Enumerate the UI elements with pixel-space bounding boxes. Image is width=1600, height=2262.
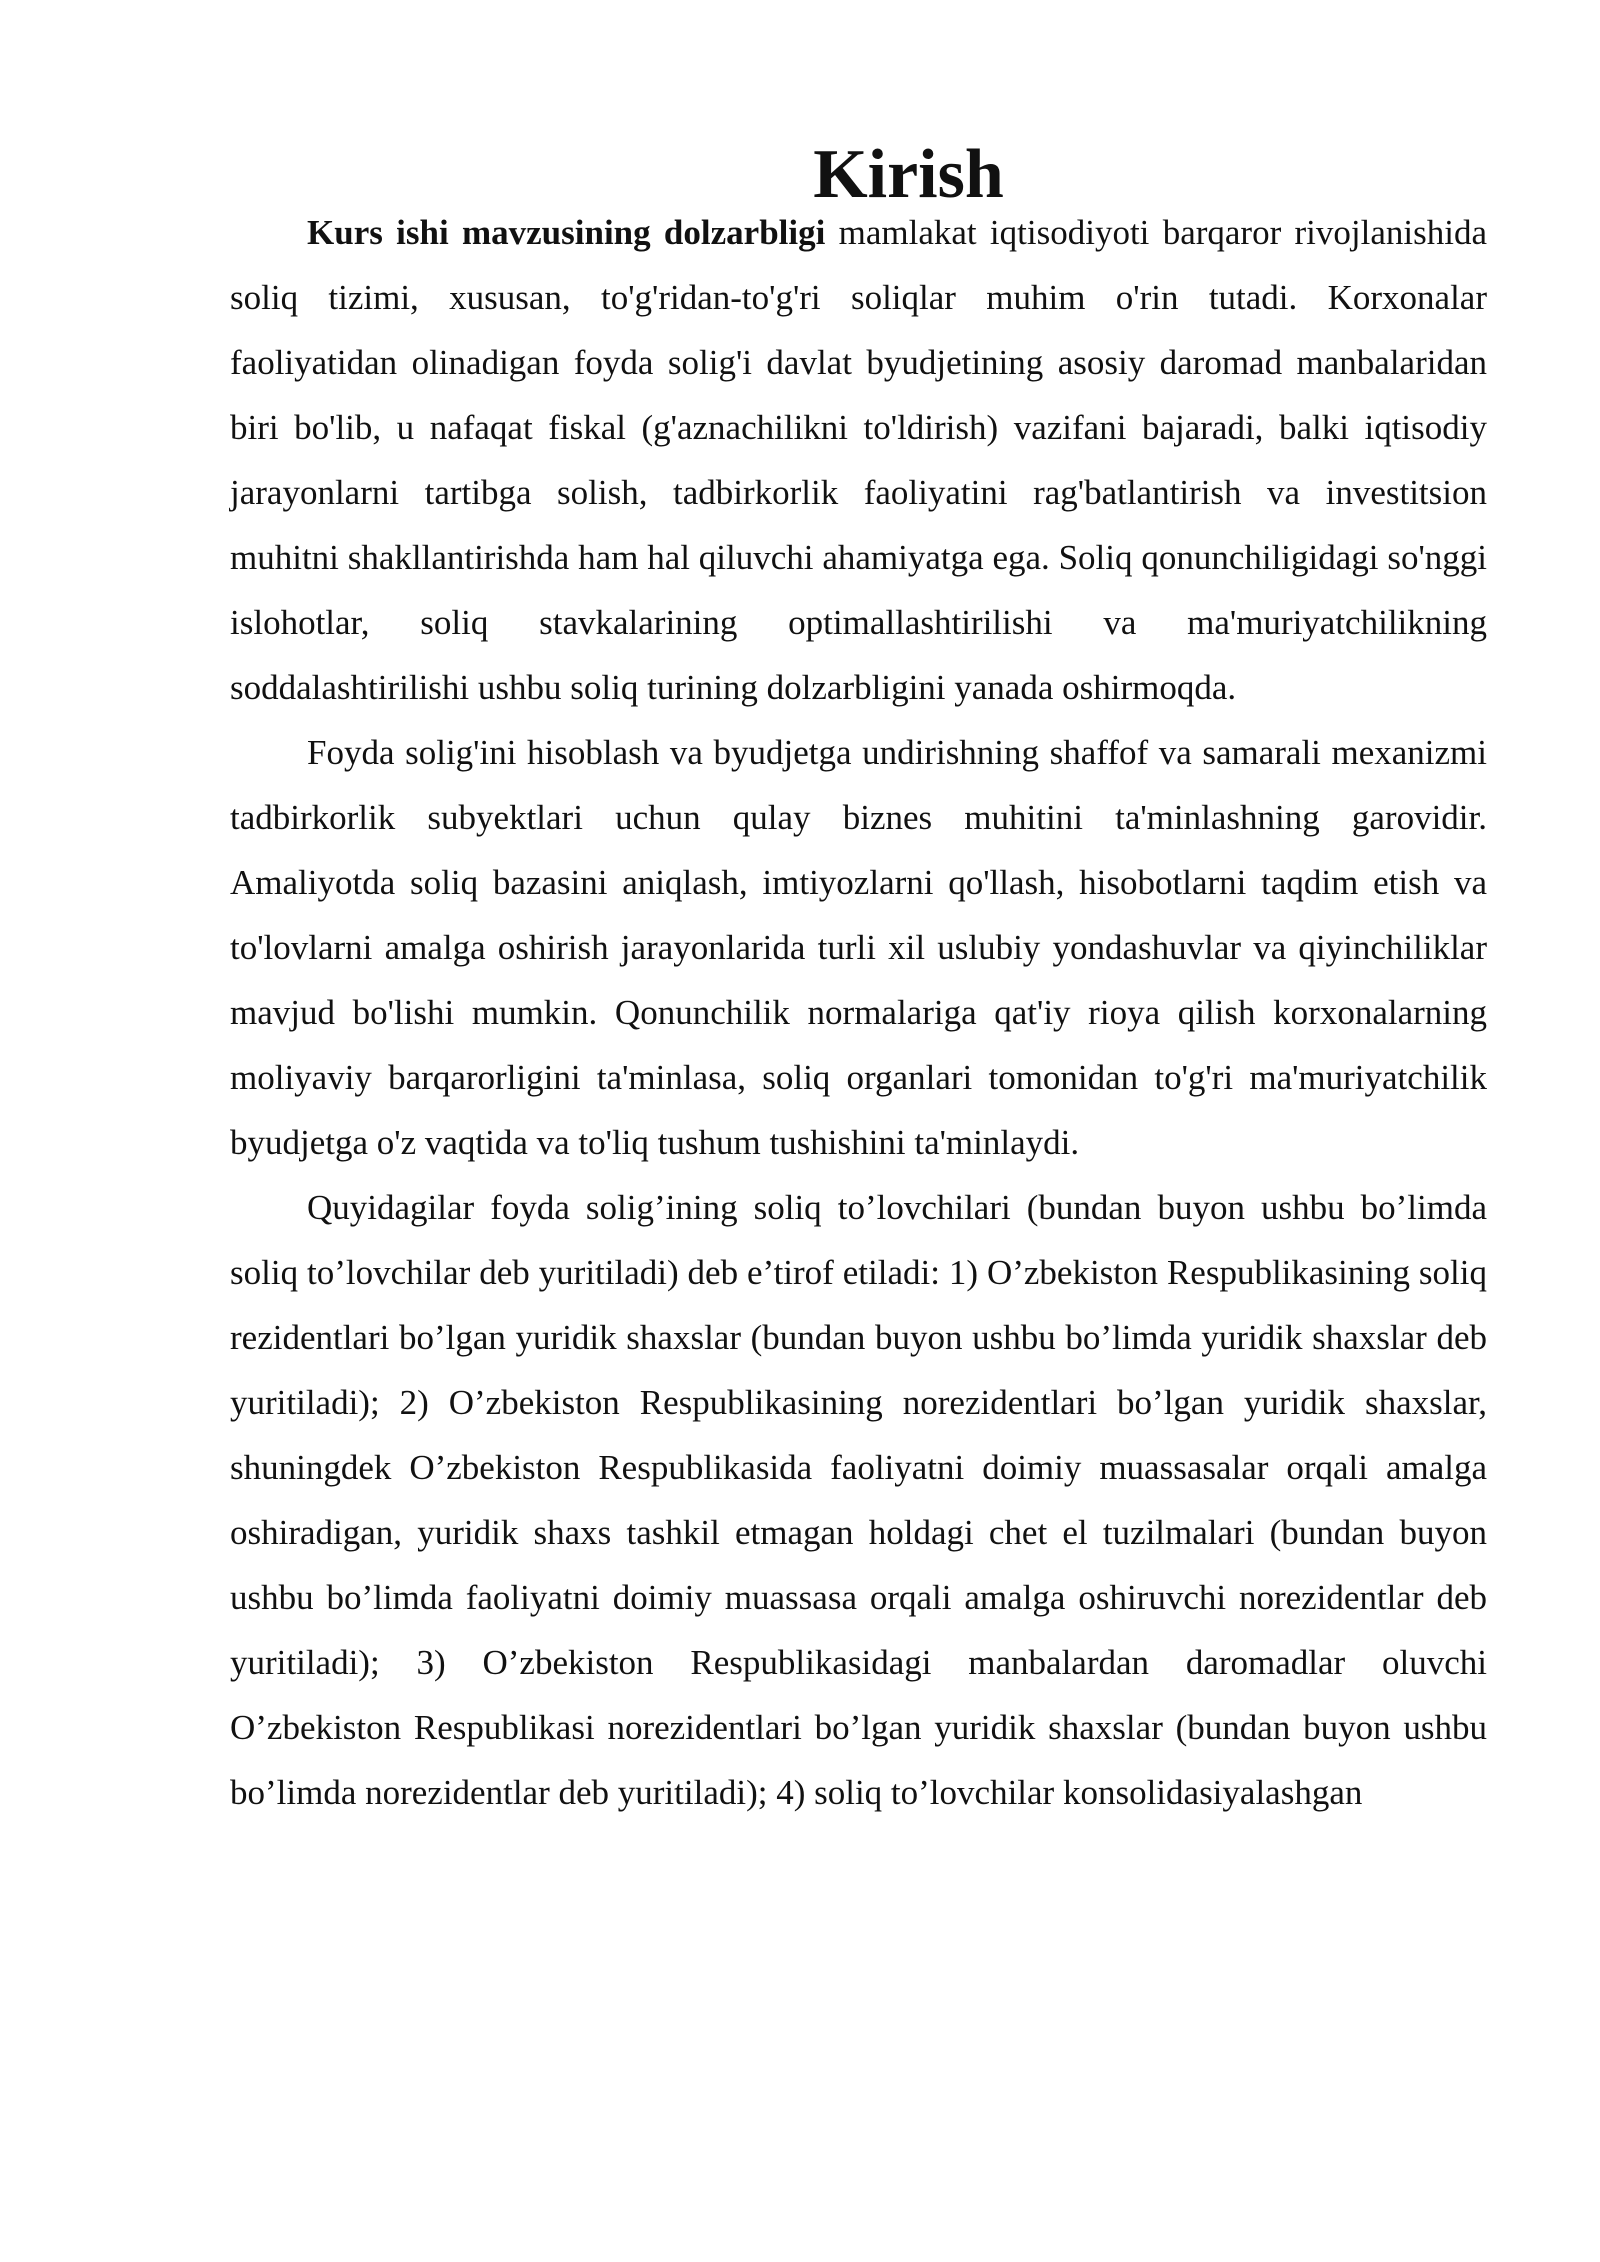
paragraph-text: Quyidagilar foyda solig’ining soliq to’lovchilari (bundan buyon ushbu bo’limda soliq to’lovchilar deb yuritiladi) deb e’tirof etiladi: 1) O’zbekiston Respublikasining soliq rezidentlari bo’lgan yuridik shaxslar (bundan buyon ushbu bo’limda yuridik shaxslar deb yuritiladi); 2) O’zbekiston Respublikasining norezidentlari bo’lgan yuridik shaxslar, shuningdek O’zbekiston Respublikasida faoliyatni doimiy muassasalar orqali amalga oshiradigan, yuridik shaxs tashkil etmagan holdagi chet el tuzilmalari (bundan buyon ushbu bo’limda faoliyatni doimiy muassasa orqali amalga oshiruvchi norezidentlar deb yuritiladi); 3) O’zbekiston Respublikasidagi manbalardan daromadlar oluvchi O’zbekiston Respublikasi norezidentlari bo’lgan yuridik shaxslar (bundan buyon ushbu bo’limda norezidentlar deb yuritiladi); 4) soliq to’lovchilar konsolidasiyalashgan: [230, 1188, 1487, 1812]
paragraph-2: [230, 720, 1487, 1175]
document-page: [230, 136, 1487, 1825]
paragraph-lead: Kurs ishi mavzusining dolzarbligi: [307, 213, 826, 252]
page-title: Kirish: [813, 136, 1004, 213]
paragraph-text: mamlakat iqtisodiyoti barqaror rivojlanishida soliq tizimi, xususan, to'g'ridan-to'g'ri soliqlar muhim o'rin tutadi. Korxonalar faoliyatidan olinadigan foyda solig'i davlat byudjetining asosiy daromad manbalaridan biri bo'lib, u nafaqat fiskal (g'aznachilikni to'ldirish) vazifani bajaradi, balki iqtisodiy jarayonlarni tartibga solish, tadbirkorlik faoliyatini rag'batlantirish va investitsion muhitni shakllantirishda ham hal qiluvchi ahamiyatga ega. Soliq qonunchiligidagi so'nggi islohotlar, soliq stavkalarining optimallashtirilishi va ma'muriyatchilikning soddalashtirilishi ushbu soliq turining dolzarbligini yanada oshirmoqda.: [230, 213, 1487, 707]
paragraph-3: [230, 1175, 1487, 1825]
paragraph-1: [230, 200, 1487, 720]
paragraph-text: Foyda solig'ini hisoblash va byudjetga undirishning shaffof va samarali mexanizmi tadbirkorlik subyektlari uchun qulay biznes muhitini ta'minlashning garovidir. Amaliyotda soliq bazasini aniqlash, imtiyozlarni qo'llash, hisobotlarni taqdim etish va to'lovlarni amalga oshirish jarayonlarida turli xil uslubiy yondashuvlar va qiyinchiliklar mavjud bo'lishi mumkin. Qonunchilik normalariga qat'iy rioya qilish korxonalarning moliyaviy barqarorligini ta'minlasa, soliq organlari tomonidan to'g'ri ma'muriyatchilik byudjetga o'z vaqtida va to'liq tushum tushishini ta'minlaydi.: [230, 733, 1487, 1162]
